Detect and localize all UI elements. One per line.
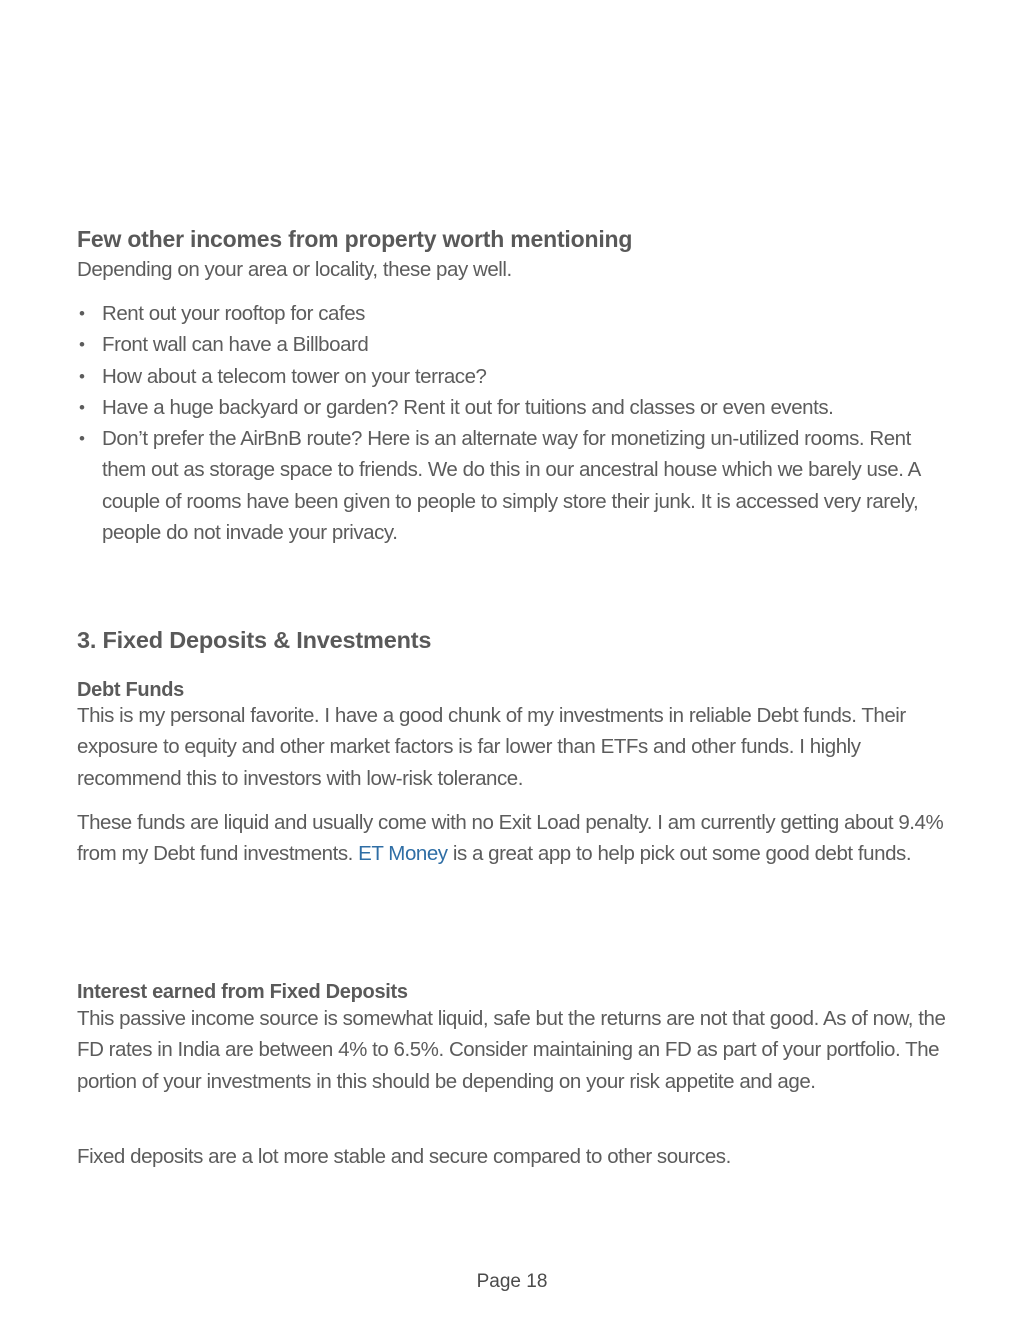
- debt-funds-paragraph-1: This is my personal favorite. I have a good chunk of my investments in reliable Debt funds. Their exposure to equity and other market factors is far lower than ETFs and other funds. I highly recommend this to investors with low-risk tolerance.: [77, 704, 906, 790]
- list-item: [77, 298, 949, 329]
- list-item: [77, 361, 949, 392]
- list-item-text: Don’t prefer the AirBnB route? Here is an alternate way for monetizing un-utilized rooms. Rent them out as storage space to friends. We do this in our ancestral house which we barely use. A couple of rooms have been given to people to simply store their junk. It is accessed very rarely, people do not invade your privacy.: [102, 427, 920, 545]
- subheading-fixed-deposits: Interest earned from Fixed Deposits: [77, 981, 408, 1003]
- bullet-icon: •: [79, 397, 85, 417]
- list-item-text: Front wall can have a Billboard: [102, 333, 369, 357]
- list-item-text: How about a telecom tower on your terrace?: [102, 364, 487, 388]
- page-number: Page 18: [476, 1271, 548, 1292]
- fixed-deposits-paragraph-2: Fixed deposits are a lot more stable and secure compared to other sources.: [77, 1145, 731, 1168]
- list-item: [77, 423, 949, 548]
- section-heading-fixed-deposits-investments: 3. Fixed Deposits & Investments: [77, 626, 432, 653]
- section-heading-property-incomes: Few other incomes from property worth mentioning: [77, 226, 633, 253]
- list-item-text: Have a huge backyard or garden? Rent it out for tuitions and classes or even events.: [102, 395, 834, 419]
- bullet-icon: •: [79, 429, 85, 449]
- list-item: [77, 392, 949, 423]
- list-item-text: Rent out your rooftop for cafes: [102, 302, 365, 325]
- bullet-icon: •: [79, 335, 85, 355]
- bullet-icon: •: [79, 304, 85, 323]
- property-incomes-list: [77, 298, 949, 548]
- list-item: [77, 329, 949, 360]
- debt-funds-text-after-link: is a great app to help pick out some good debt funds.: [447, 842, 912, 866]
- subheading-debt-funds: Debt Funds: [77, 679, 184, 701]
- fixed-deposits-paragraph-1: This passive income source is somewhat liquid, safe but the returns are not that good. As of now, the FD rates in India are between 4% to 6.5%. Consider maintaining an FD as part of your portfolio. The portion of your investments in this should be depending on your risk appetite and age.: [77, 1007, 946, 1093]
- debt-funds-paragraph-2: [77, 807, 949, 870]
- debt-funds-text-before-link: These funds are liquid and usually come with no Exit Load penalty. I am currently getting about 9.4% from my Debt fund investments.: [77, 811, 944, 866]
- et-money-link[interactable]: ET Money: [358, 842, 448, 866]
- bullet-icon: •: [79, 366, 85, 386]
- section-intro-paragraph: Depending on your area or locality, these pay well.: [77, 258, 512, 281]
